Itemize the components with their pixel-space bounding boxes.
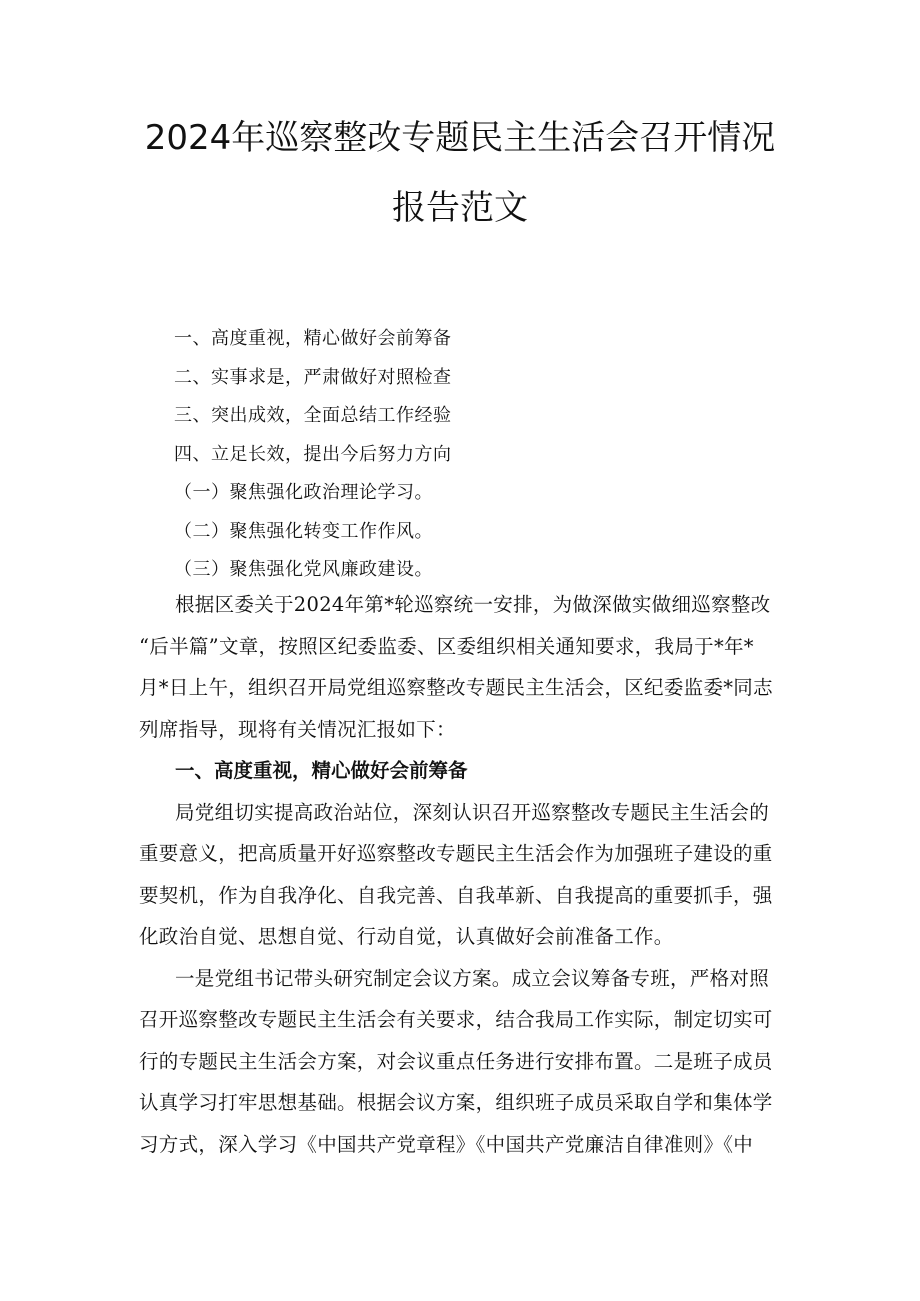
toc-item: （二）聚焦强化转变工作作风。 xyxy=(174,520,433,542)
document-title-line-2: 报告范文 xyxy=(392,188,528,228)
paragraph-line: 一是党组书记带头研究制定会议方案。成立会议筹备专班，严格对照 xyxy=(175,966,770,990)
document-body xyxy=(139,584,781,1165)
toc-item: 四、立足长效，提出今后努力方向 xyxy=(174,443,452,465)
paragraph-line: 局党组切实提高政治站位，深刻认识召开巡察整改专题民主生活会的 xyxy=(175,800,770,824)
toc-item: （三）聚焦强化党风廉政建设。 xyxy=(174,559,433,580)
toc-item: 三、突出成效，全面总结工作经验 xyxy=(174,405,452,426)
paragraph-line: 行的专题民主生活会方案，对会议重点任务进行安排布置。二是班子成员 xyxy=(139,1049,773,1073)
section1-paragraph-2 xyxy=(139,958,781,1166)
paragraph-line: 化政治自觉、思想自觉、行动自觉，认真做好会前准备工作。 xyxy=(139,925,674,948)
section-heading: 一、高度重视，精心做好会前筹备 xyxy=(175,759,468,782)
toc-item: 二、实事求是，严肃做好对照检查 xyxy=(174,366,452,388)
paragraph-line: 月*日上午，组织召开局党组巡察整改专题民主生活会，区纪委监委*同志 xyxy=(139,676,773,699)
document-title-line-1: 2024年巡察整改专题民主生活会召开情况 xyxy=(144,118,776,158)
paragraph-line: 根据区委关于2024年第*轮巡察统一安排，为做深做实做细巡察整改 xyxy=(175,593,771,616)
paragraph-line: 召开巡察整改专题民主生活会有关要求，结合我局工作实际，制定切实可 xyxy=(139,1008,773,1031)
toc-item: （一）聚焦强化政治理论学习。 xyxy=(174,482,433,503)
section1-paragraph-1 xyxy=(139,792,781,958)
paragraph-line: “后半篇”文章，按照区纪委监委、区委组织相关通知要求，我局于*年* xyxy=(139,634,754,658)
paragraph-line: 要契机，作为自我净化、自我完善、自我革新、自我提高的重要抓手，强 xyxy=(139,883,773,907)
intro-paragraph xyxy=(139,584,781,750)
paragraph-line: 重要意义，把高质量开好巡察整改专题民主生活会作为加强班子建设的重 xyxy=(139,842,773,865)
paragraph-line: 认真学习打牢思想基础。根据会议方案，组织班子成员采取自学和集体学 xyxy=(139,1091,773,1114)
toc-item: 一、高度重视，精心做好会前筹备 xyxy=(174,328,452,349)
paragraph-line: 列席指导，现将有关情况汇报如下： xyxy=(139,717,456,741)
table-of-contents xyxy=(174,320,814,590)
paragraph-line: 习方式，深入学习《中国共产党章程》《中国共产党廉洁自律准则》《中 xyxy=(139,1132,754,1156)
